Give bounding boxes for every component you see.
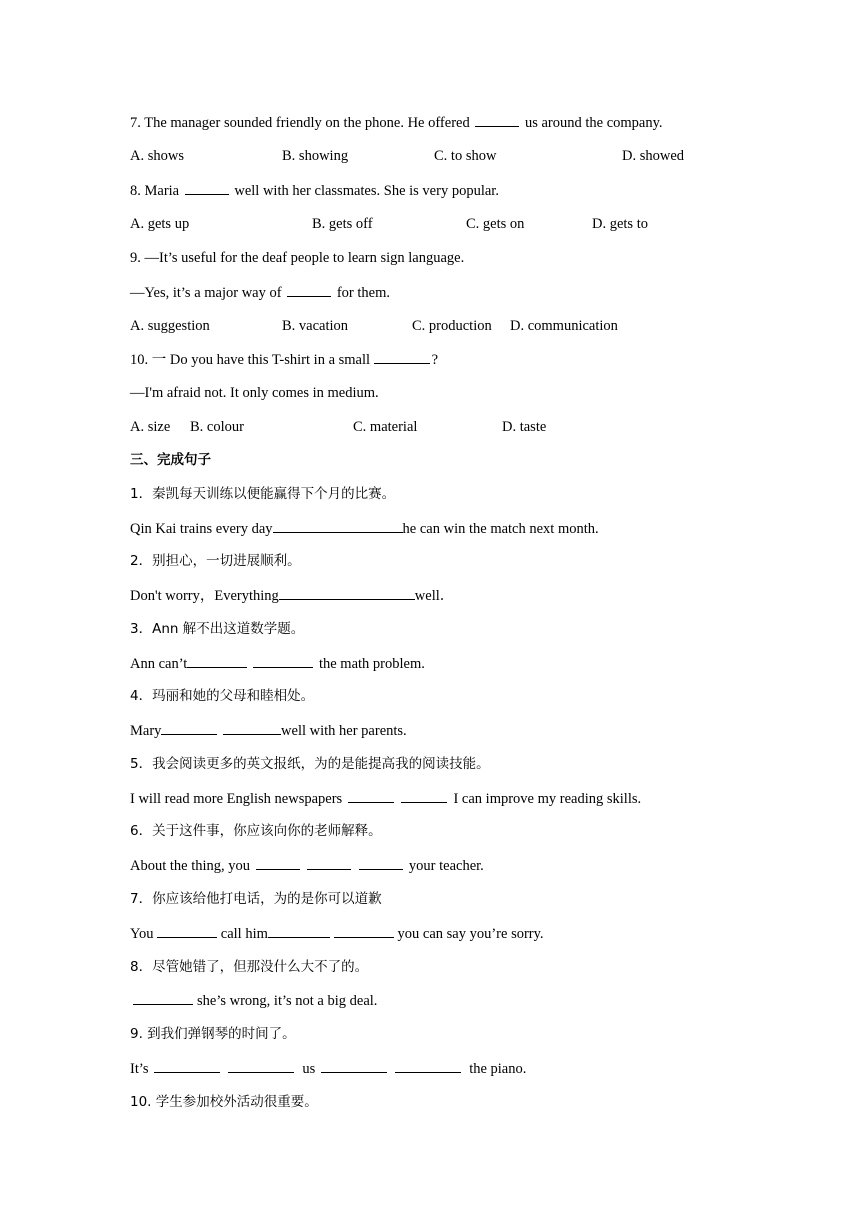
sentence-10-chinese: 10. 学生参加校外活动很重要。 bbox=[130, 1094, 318, 1110]
q8-text-before: 8. Maria bbox=[130, 183, 183, 199]
q7-option-a[interactable]: A. shows bbox=[130, 148, 184, 164]
q9-text-before: —Yes, it’s a major way of bbox=[130, 285, 286, 301]
question-9-line-1: 9. —It’s useful for the deaf people to learn sign language. bbox=[130, 250, 465, 266]
s3-blank-1[interactable] bbox=[187, 653, 247, 668]
sentence-9-english bbox=[130, 1058, 526, 1078]
q7-option-c[interactable]: C. to show bbox=[434, 148, 497, 164]
s9-blank-3[interactable] bbox=[321, 1058, 387, 1073]
s1-blank[interactable] bbox=[273, 518, 403, 533]
q8-option-d[interactable]: D. gets to bbox=[592, 216, 648, 232]
q8-option-b[interactable]: B. gets off bbox=[312, 216, 373, 232]
question-8-stem bbox=[130, 180, 499, 200]
question-10-line-2: —I'm afraid not. It only comes in medium. bbox=[130, 385, 379, 401]
s9-text-b: us bbox=[298, 1061, 319, 1077]
q8-blank[interactable] bbox=[185, 180, 229, 195]
s7-blank-3[interactable] bbox=[334, 923, 394, 938]
s9-blank-4[interactable] bbox=[395, 1058, 461, 1073]
s7-blank-1[interactable] bbox=[157, 923, 217, 938]
s6-text-a: About the thing, you bbox=[130, 858, 254, 874]
sentence-1-chinese: 1．秦凯每天训练以便能赢得下个月的比赛。 bbox=[130, 486, 396, 502]
s9-blank-1[interactable] bbox=[154, 1058, 220, 1073]
q10-text-after: ? bbox=[431, 352, 439, 368]
sentence-4-english bbox=[130, 720, 407, 740]
q9-option-c[interactable]: C. production bbox=[412, 318, 492, 334]
q10-blank[interactable] bbox=[374, 349, 430, 364]
s2-text-b: well． bbox=[414, 588, 455, 604]
q8-option-a[interactable]: A. gets up bbox=[130, 216, 190, 232]
q10-option-a[interactable]: A. size bbox=[130, 419, 171, 435]
s5-text-a: I will read more English newspapers bbox=[130, 791, 346, 807]
s3-blank-2[interactable] bbox=[253, 653, 313, 668]
s7-blank-2[interactable] bbox=[268, 923, 330, 938]
q10-option-d[interactable]: D. taste bbox=[502, 419, 547, 435]
s9-text-c: the piano. bbox=[465, 1061, 527, 1077]
q9-text-after: for them. bbox=[333, 285, 390, 301]
s8-text-a: she’s wrong, it’s not a big deal. bbox=[197, 993, 378, 1009]
s5-blank-1[interactable] bbox=[348, 788, 394, 803]
s4-blank-2[interactable] bbox=[223, 720, 281, 735]
s8-blank[interactable] bbox=[133, 990, 193, 1005]
sentence-8-chinese: 8．尽管她错了，但那没什么大不了的。 bbox=[130, 959, 369, 975]
s6-blank-3[interactable] bbox=[359, 855, 403, 870]
s6-text-b: your teacher. bbox=[408, 858, 484, 874]
q9-option-b[interactable]: B. vacation bbox=[282, 318, 349, 334]
q10-text-before: 10. 一 Do you have this T-shirt in a small bbox=[130, 352, 374, 368]
q8-text-after: well with her classmates. She is very popular. bbox=[230, 183, 499, 199]
s5-blank-2[interactable] bbox=[401, 788, 447, 803]
sentence-1-english bbox=[130, 518, 599, 538]
q7-text-before: 7. The manager sounded friendly on the phone. He offered bbox=[130, 115, 474, 131]
q7-blank[interactable] bbox=[475, 112, 519, 127]
sentence-3-chinese: 3．Ann 解不出这道数学题。 bbox=[130, 621, 305, 637]
s3-text-a: Ann can’t bbox=[130, 656, 188, 672]
s1-text-a: Qin Kai trains every day bbox=[130, 521, 273, 537]
q9-option-a[interactable]: A. suggestion bbox=[130, 318, 210, 334]
question-10-stem bbox=[130, 349, 438, 369]
q7-option-b[interactable]: B. showing bbox=[282, 148, 349, 164]
s1-text-b: he can win the match next month. bbox=[402, 521, 599, 537]
s2-blank[interactable] bbox=[279, 585, 415, 600]
sentence-6-chinese: 6．关于这件事，你应该向你的老师解释。 bbox=[130, 823, 382, 839]
s2-text-a: Don't worry，Everything bbox=[130, 588, 279, 604]
section-3-heading: 三、完成句子 bbox=[130, 452, 211, 468]
sentence-7-english bbox=[130, 923, 544, 943]
sentence-8-english bbox=[130, 990, 377, 1010]
q10-option-b[interactable]: B. colour bbox=[190, 419, 244, 435]
q7-text-after: us around the company. bbox=[521, 115, 663, 131]
s6-blank-1[interactable] bbox=[256, 855, 300, 870]
s7-text-c: you can say you’re sorry. bbox=[397, 926, 544, 942]
q7-option-d[interactable]: D. showed bbox=[622, 148, 685, 164]
s3-text-b: the math problem. bbox=[318, 656, 425, 672]
sentence-4-chinese: 4．玛丽和她的父母和睦相处。 bbox=[130, 688, 315, 704]
q9-option-d[interactable]: D. communication bbox=[510, 318, 618, 334]
s7-text-b: call him bbox=[217, 926, 268, 942]
s5-text-b: I can improve my reading skills. bbox=[453, 791, 642, 807]
q8-option-c[interactable]: C. gets on bbox=[466, 216, 525, 232]
s4-text-a: Mary bbox=[130, 723, 162, 739]
q9-blank[interactable] bbox=[287, 282, 331, 297]
s6-blank-2[interactable] bbox=[307, 855, 351, 870]
s9-blank-2[interactable] bbox=[228, 1058, 294, 1073]
question-9-line-2 bbox=[130, 282, 390, 302]
s4-text-b: well with her parents. bbox=[281, 723, 407, 739]
question-7-stem bbox=[130, 112, 663, 132]
s9-text-a: It’s bbox=[130, 1061, 153, 1077]
s4-blank-1[interactable] bbox=[161, 720, 217, 735]
sentence-5-chinese: 5．我会阅读更多的英文报纸，为的是能提高我的阅读技能。 bbox=[130, 756, 490, 772]
q10-option-c[interactable]: C. material bbox=[353, 419, 418, 435]
sentence-3-english bbox=[130, 653, 425, 673]
sentence-7-chinese: 7．你应该给他打电话，为的是你可以道歉 bbox=[130, 891, 382, 907]
sentence-5-english bbox=[130, 788, 641, 808]
sentence-9-chinese: 9. 到我们弹钢琴的时间了。 bbox=[130, 1026, 296, 1042]
s7-text-a: You bbox=[130, 926, 158, 942]
sentence-2-chinese: 2．别担心，一切进展顺利。 bbox=[130, 553, 301, 569]
sentence-2-english bbox=[130, 585, 454, 605]
sentence-6-english bbox=[130, 855, 484, 875]
